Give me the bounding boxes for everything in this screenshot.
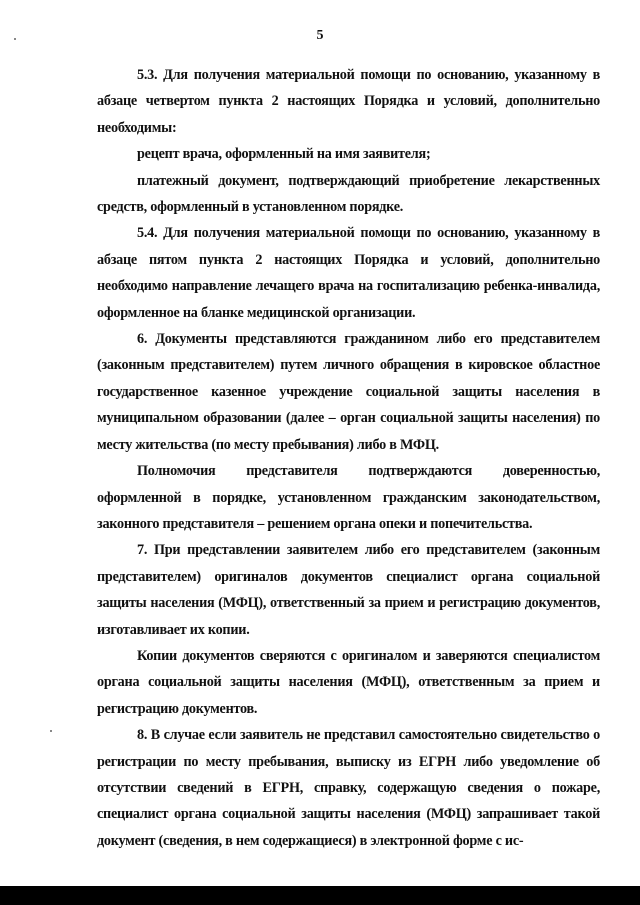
paragraph-8: 8. В случае если заявитель не представил самостоятельно свидетельство о регистрации по месту пребывания, выписку из ЕГРН либо уведомление об отсутствии сведений в ЕГРН, справку, содержащую сведения о пожаре, специалист органа социальной защиты населения (МФЦ) запрашивает такой документ (сведения, в нем содержащиеся) в электронной форме с ис- xyxy=(97,727,600,849)
page-number: 5 xyxy=(316,28,324,43)
scan-speck xyxy=(50,730,52,732)
paragraph-payment-document: платежный документ, подтверждающий приобретение лекарственных средств, оформленный в установленном порядке. xyxy=(97,172,600,216)
paragraph-prescription: рецепт врача, оформленный на имя заявителя; xyxy=(137,146,431,163)
paragraph-representative-powers: Полномочия представителя подтверждаются доверенностью, оформленной в порядке, установленном гражданским законодательством, законного представителя – решением органа опеки и попечительства. xyxy=(97,463,600,532)
scan-speck xyxy=(14,38,16,40)
paragraph-5-4: 5.4. Для получения материальной помощи по основанию, указанному в абзаце пятом пункта 2 настоящих Порядка и условий, дополнительно необходимо направление лечащего врача на госпитализацию ребенка-инвалида, оформленное на бланке медицинской организации. xyxy=(97,225,600,321)
paragraph-6: 6. Документы представляются гражданином либо его представителем (законным представителем) путем личного обращения в кировское областное государственное казенное учреждение социальной защиты населения в муниципальном образовании (далее – орган социальной защиты населения) по месту жительства (по месту пребывания) либо в МФЦ. xyxy=(97,331,600,453)
paragraph-7: 7. При представлении заявителем либо его представителем (законным представителем) оригиналов документов специалист органа социальной защиты населения (МФЦ), ответственный за прием и регистрацию документов, изготавливает их копии. xyxy=(97,542,600,638)
paragraph-5-3: 5.3. Для получения материальной помощи по основанию, указанному в абзаце четвертом пункта 2 настоящих Порядка и условий, дополнительно необходимы: xyxy=(97,67,600,136)
scan-bottom-border xyxy=(0,886,640,905)
document-body xyxy=(97,62,600,854)
paragraph-copies: Копии документов сверяются с оригиналом и заверяются специалистом органа социальной защиты населения (МФЦ), ответственным за прием и регистрацию документов. xyxy=(97,647,600,717)
